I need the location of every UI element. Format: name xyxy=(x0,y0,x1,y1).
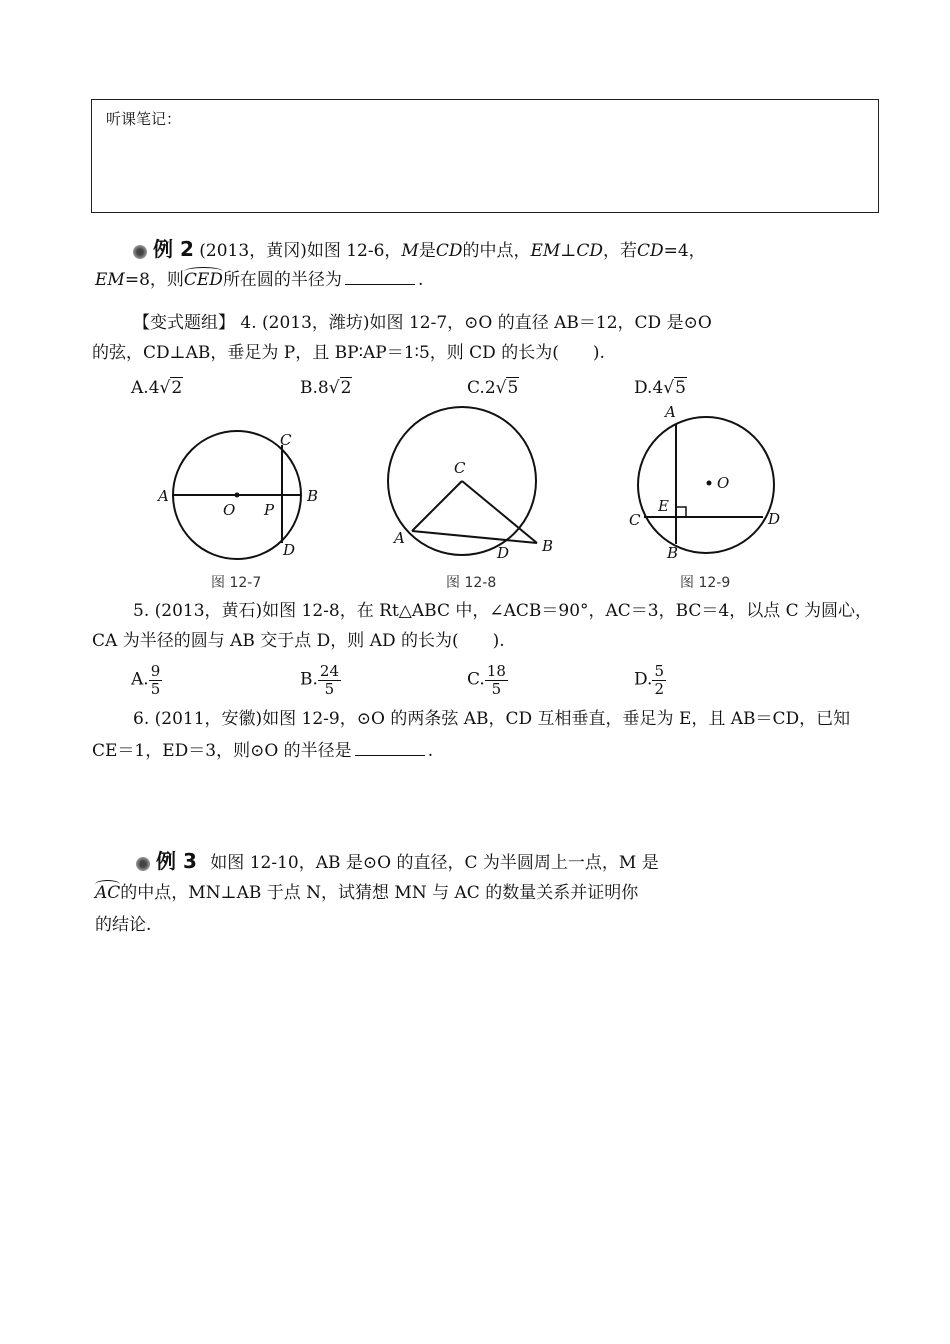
svg-text:A: A xyxy=(158,487,169,505)
figure-12-8 xyxy=(385,405,575,565)
variant-heading: 【变式题组】 xyxy=(133,313,235,333)
fig9-right-angle xyxy=(676,507,686,517)
q4-line1: 【变式题组】 4. (2013，潍坊)如图 12-7，⊙O 的直径 AB＝12，CD 是⊙O xyxy=(133,313,712,333)
example3-line1: 例 3 如图 12-10，AB 是⊙O 的直径，C 为半圆周上一点，M 是 xyxy=(136,851,659,872)
fig9-circle xyxy=(638,417,774,553)
fig8-side-cb xyxy=(462,481,537,543)
fig8-side-ca xyxy=(412,481,462,531)
svg-text:B: B xyxy=(667,544,679,562)
example2-line2: EM=8，则CED所在圆的半径为 . xyxy=(95,270,424,290)
q4-option-b: B.8√2 xyxy=(300,378,352,398)
q5-option-b: B. $\frac{24}{5}$ xyxy=(300,662,339,698)
svg-text:D: D xyxy=(497,544,510,562)
svg-text:P: P xyxy=(264,501,275,519)
notes-box xyxy=(91,99,879,213)
svg-text:O: O xyxy=(223,501,236,519)
bullet-icon xyxy=(133,245,147,259)
example3-line3: 的结论. xyxy=(95,915,152,935)
fig9-center-dot xyxy=(707,481,712,486)
svg-text:C: C xyxy=(280,431,292,449)
arc-ac: AC xyxy=(95,883,121,903)
fig8-side-ab xyxy=(412,531,537,543)
svg-text:A: A xyxy=(394,529,405,547)
q6-line2: CE＝1，ED＝3，则⊙O 的半径是 . xyxy=(92,741,434,761)
q4-option-d: D.4√5 xyxy=(634,378,686,398)
q5-option-d: D. $\frac{5}{2}$ xyxy=(634,662,664,698)
figure-12-7 xyxy=(150,425,350,575)
q5-option-c: C. $\frac{18}{5}$ xyxy=(467,662,506,698)
example2-line1: 例 2 (2013，黄冈)如图 12-6，M是CD的中点，EM⊥CD，若CD=4， xyxy=(133,239,706,260)
bullet-icon xyxy=(136,857,150,871)
q4-line2: 的弦，CD⊥AB，垂足为 P，且 BP∶AP＝1∶5，则 CD 的长为( ). xyxy=(92,343,605,363)
q5-line1: 5. (2013，黄石)如图 12-8，在 Rt△ABC 中，∠ACB＝90°，AC＝3，BC＝4，以点 C 为圆心， xyxy=(133,601,873,621)
svg-text:D: D xyxy=(283,541,296,559)
answer-blank-ex2[interactable] xyxy=(345,283,415,285)
example3-title: 例 3 xyxy=(156,849,197,873)
figure-12-9 xyxy=(625,403,795,563)
example3-line2: AC的中点，MN⊥AB 于点 N，试猜想 MN 与 AC 的数量关系并证明你 xyxy=(95,883,639,903)
svg-text:D: D xyxy=(768,510,781,528)
example2-title: 例 2 xyxy=(153,237,194,261)
svg-text:O: O xyxy=(717,474,730,492)
svg-text:B: B xyxy=(307,487,319,505)
q6-line1: 6. (2011，安徽)如图 12-9，⊙O 的两条弦 AB，CD 互相垂直，垂足为 E，且 AB＝CD，已知 xyxy=(133,709,851,729)
svg-text:C: C xyxy=(454,459,466,477)
notes-label: 听课笔记： xyxy=(106,110,182,128)
q5-line2: CA 为半径的圆与 AB 交于点 D，则 AD 的长为( ). xyxy=(92,631,505,651)
answer-blank-q6[interactable] xyxy=(355,754,425,756)
svg-text:A: A xyxy=(665,403,676,421)
arc-ced: CED xyxy=(183,270,223,290)
q5-option-a: A. $\frac{9}{5}$ xyxy=(131,662,161,698)
fig8-caption: 图 12-8 xyxy=(446,575,497,591)
svg-text:E: E xyxy=(658,497,669,515)
svg-text:B: B xyxy=(542,537,554,555)
q4-option-c: C.2√5 xyxy=(467,378,519,398)
fig7-center-dot xyxy=(235,493,240,498)
fig9-caption: 图 12-9 xyxy=(680,575,731,591)
fig7-caption: 图 12-7 xyxy=(211,575,262,591)
svg-text:C: C xyxy=(629,511,641,529)
q4-option-a: A.4√2 xyxy=(131,378,183,398)
